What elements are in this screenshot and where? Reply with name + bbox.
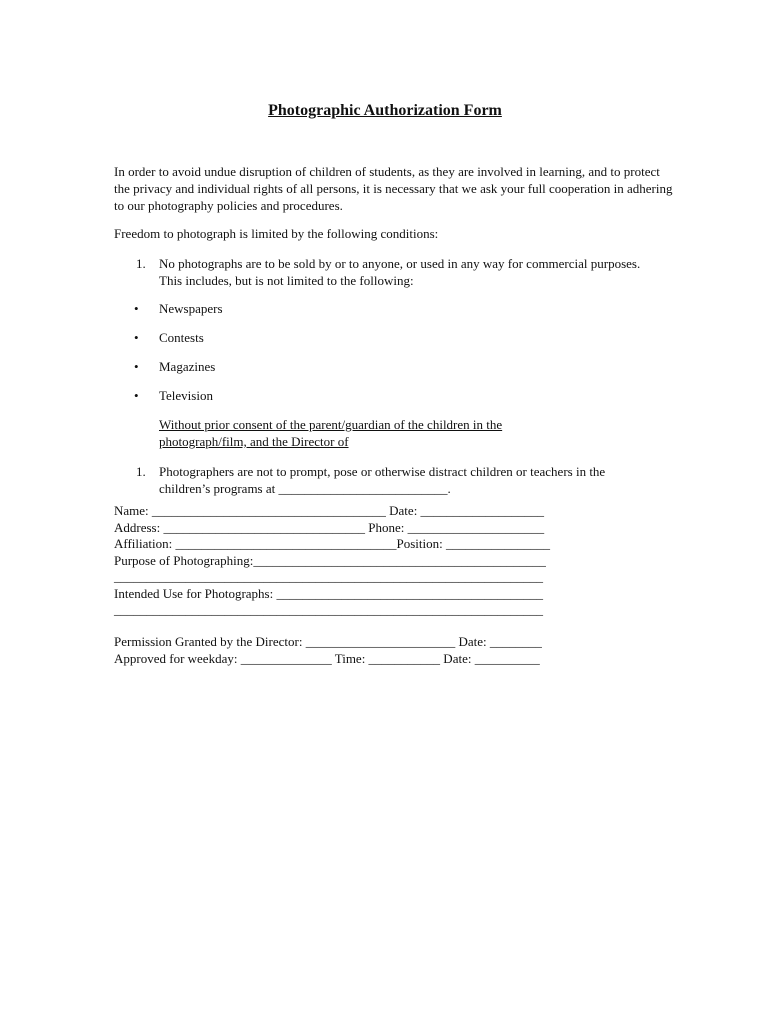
purpose-field[interactable]: Purpose of Photographing:_____________________________________________	[114, 552, 546, 568]
condition-item-1-text: No photographs are to be sold by or to anyone, or used in any way for commercial purposes. This includes, but is not limited to the following:	[159, 256, 641, 288]
permission-granted-field[interactable]: Permission Granted by the Director: _______________________ Date: ________	[114, 634, 542, 649]
intended-use-continuation-line[interactable]: __________________________________________________________________	[114, 602, 543, 617]
bullet-item-newspapers	[114, 300, 514, 317]
bullet-text: Television	[159, 388, 213, 403]
consent-statement: Without prior consent of the parent/guardian of the children in the photograph/film, and the Director of	[159, 417, 503, 449]
name-date-field[interactable]: Name: ____________________________________ Date: ___________________	[114, 503, 545, 518]
director-approval-section	[114, 633, 584, 666]
bullet-icon: •	[134, 359, 139, 374]
condition-item-2-text: Photographers are not to prompt, pose or otherwise distract children or teachers in the children’s programs at __________________________.	[159, 464, 606, 496]
bullet-icon: •	[134, 388, 139, 403]
page-title: Photographic Authorization Form	[268, 102, 502, 119]
condition-item-2-number: 1.	[136, 464, 146, 479]
condition-item-1-number: 1.	[136, 256, 146, 271]
approved-weekday-field[interactable]: Approved for weekday: ______________ Time: ___________ Date: __________	[114, 650, 540, 666]
bullet-text: Newspapers	[159, 301, 223, 316]
applicant-form-fields	[114, 502, 584, 618]
bullet-item-magazines	[114, 358, 514, 375]
bullet-icon: •	[134, 330, 139, 345]
intended-use-field[interactable]: Intended Use for Photographs: _________________________________________	[114, 585, 543, 601]
address-phone-field[interactable]: Address: _______________________________ Phone: _____________________	[114, 519, 545, 535]
bullet-item-contests	[114, 329, 514, 346]
intro-paragraph: In order to avoid undue disruption of children of students, as they are involved in learning, and to protect the privacy and individual rights of all persons, it is necessary that we ask your full cooperation in adhering to our photography policies and procedures.	[114, 164, 673, 213]
bullet-item-television	[114, 387, 514, 404]
bullet-text: Contests	[159, 330, 204, 345]
conditions-heading: Freedom to photograph is limited by the following conditions:	[114, 226, 439, 241]
purpose-continuation-line[interactable]: __________________________________________________________________	[114, 569, 543, 584]
affiliation-position-field[interactable]: Affiliation: __________________________________Position: ________________	[114, 536, 550, 551]
bullet-text: Magazines	[159, 359, 216, 374]
bullet-icon: •	[134, 301, 139, 316]
